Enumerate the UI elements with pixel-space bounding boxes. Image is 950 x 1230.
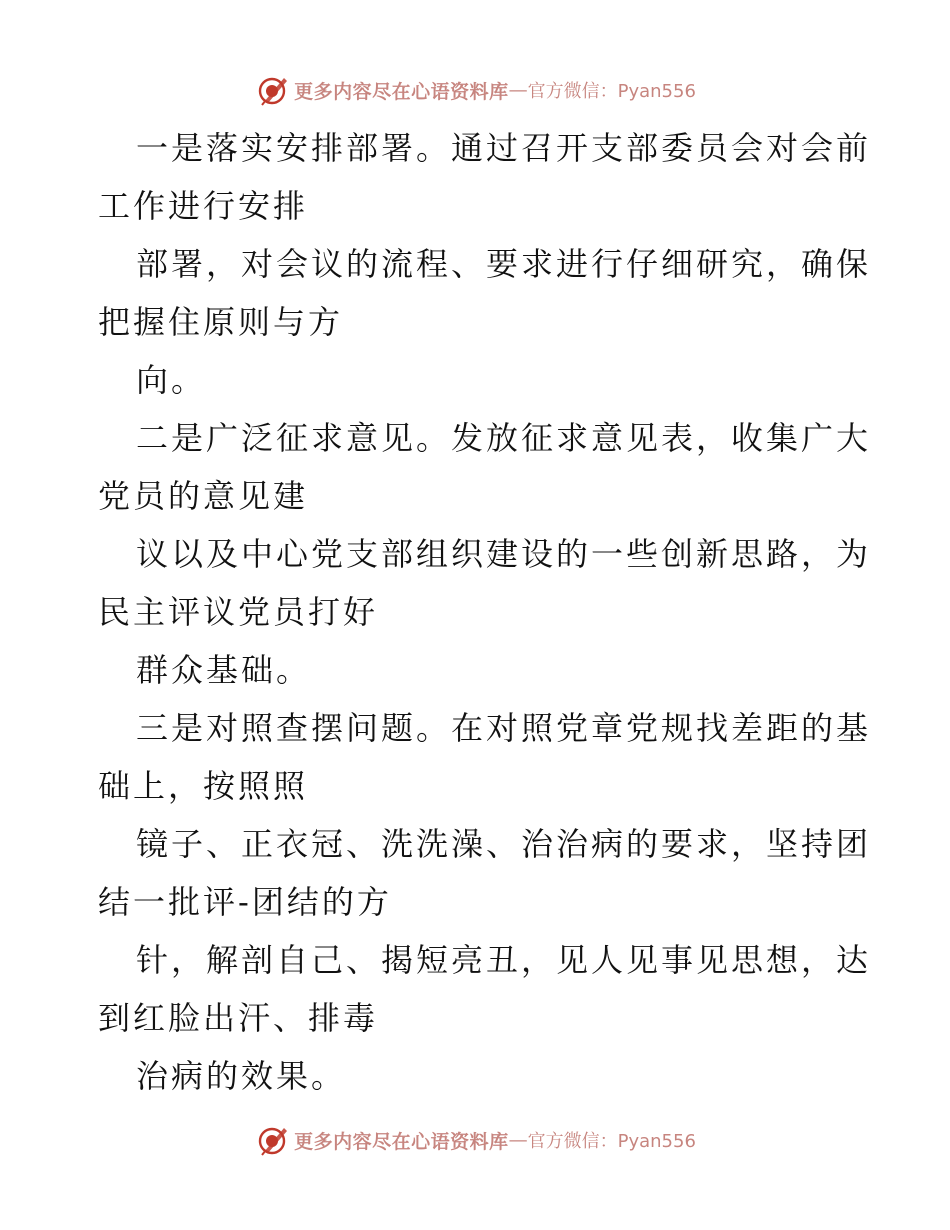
text-line: 础上，按照照: [98, 767, 309, 805]
text-line: 结一批评-团结的方: [98, 883, 392, 921]
text-line: 到红脸出汗、排毒: [98, 999, 379, 1037]
text-line: 议以及中心党支部组织建设的一些创新思路，为: [136, 535, 872, 573]
text-line: 党员的意见建: [98, 477, 309, 515]
text-line: 部署，对会议的流程、要求进行仔细研究，确保: [136, 245, 872, 283]
quill-seal-icon: [254, 1122, 290, 1158]
footer-brand-text: 更多内容尽在心语资料库: [294, 1130, 509, 1153]
text-line: 镜子、正衣冠、洗洗澡、治治病的要求，坚持团: [136, 825, 872, 863]
text-line: 一是落实安排部署。通过召开支部委员会对会前: [136, 129, 872, 167]
header-wechat-text: 官方微信：Pyan556: [527, 81, 696, 102]
footer-separator: —: [508, 1129, 528, 1151]
footer-wechat-text: 官方微信：Pyan556: [527, 1131, 696, 1152]
header-watermark: [0, 70, 950, 110]
text-line: 二是广泛征求意见。发放征求意见表，收集广大: [136, 419, 872, 457]
text-line: 向。: [136, 361, 207, 399]
header-separator: —: [508, 79, 528, 101]
text-line: 治病的效果。: [136, 1057, 347, 1095]
text-line: 群众基础。: [136, 651, 312, 689]
text-line: 工作进行安排: [98, 187, 309, 225]
footer-watermark: [0, 1120, 950, 1160]
text-line: 三是对照查摆问题。在对照党章党规找差距的基: [136, 709, 872, 747]
text-line: 把握住原则与方: [98, 303, 344, 341]
header-brand-text: 更多内容尽在心语资料库: [294, 80, 509, 103]
text-line: 针，解剖自己、揭短亮丑，见人见事见思想，达: [136, 941, 872, 979]
quill-seal-icon: [254, 72, 290, 108]
text-line: 民主评议党员打好: [98, 593, 379, 631]
